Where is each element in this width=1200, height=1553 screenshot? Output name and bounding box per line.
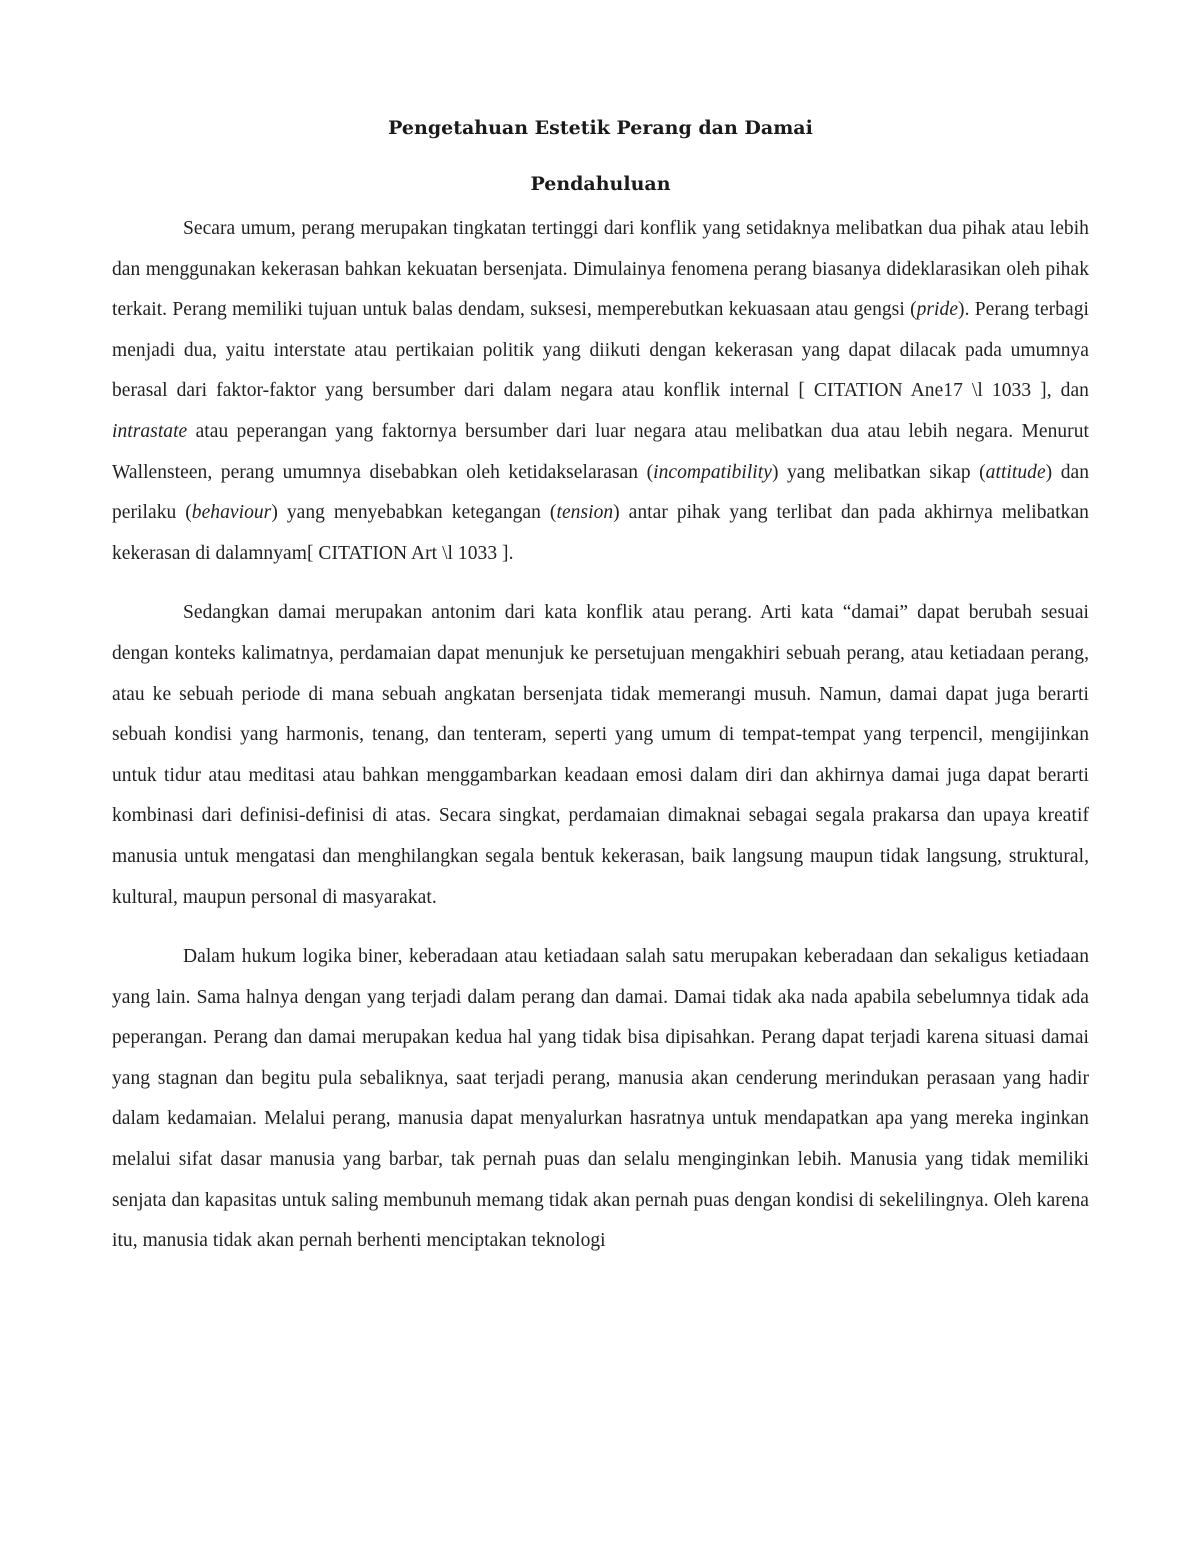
text-run: ) yang menyebabkan ketegangan ( xyxy=(271,502,557,524)
section-heading: Pendahuluan xyxy=(530,173,671,195)
paragraph xyxy=(112,593,1089,918)
text-run: Dalam hukum logika biner, keberadaan atau ketiadaan salah satu merupakan keberadaan dan sekaligus ketiadaan yang lain. Sama halnya dengan yang terjadi dalam perang dan damai. Damai tidak aka nada apabila sebelumnya tidak ada peperangan. Perang dan damai merupakan kedua hal yang tidak bisa dipisahkan. Perang dapat terjadi karena situasi damai yang stagnan dan begitu pula sebaliknya, saat terjadi perang, manusia akan cenderung merindukan perasaan yang hadir dalam kedamaian. Melalui perang, manusia dapat menyalurkan hasratnya untuk mendapatkan apa yang mereka inginkan melalui sifat dasar manusia yang barbar, tak pernah puas dan selalu menginginkan lebih. Manusia yang tidak memiliki senjata dan kapasitas untuk saling membunuh memang tidak akan pernah puas dengan kondisi di sekelilingnya. Oleh karena itu, manusia tidak akan pernah berhenti menciptakan teknologi xyxy=(112,946,1089,1252)
italic-term: intrastate xyxy=(112,420,188,442)
text-run: atau peperangan yang faktornya bersumber dari luar negara atau melibatkan dua atau lebih negara. Menurut Wallensteen, perang umumnya disebabkan oleh ketidakselarasan ( xyxy=(112,420,1089,483)
text-run: Sedangkan damai merupakan antonim dari kata konflik atau perang. Arti kata “damai” dapat berubah sesuai dengan konteks kalimatnya, perdamaian dapat menunjuk ke persetujuan mengakhiri sebuah perang, atau ketiadaan perang, atau ke sebuah periode di mana sebuah angkatan bersenjata tidak memerangi musuh. Namun, damai dapat juga berarti sebuah kondisi yang harmonis, tenang, dan tenteram, seperti yang umum di tempat-tempat yang terpencil, mengijinkan untuk tidur atau meditasi atau bahkan menggambarkan keadaan emosi dalam diri dan akhirnya damai juga dapat berarti kombinasi dari definisi-definisi di atas. Secara singkat, perdamaian dimaknai sebagai segala prakarsa dan upaya kreatif manusia untuk mengatasi dan menghilangkan segala bentuk kekerasan, baik langsung maupun tidak langsung, struktural, kultural, maupun personal di masyarakat. xyxy=(112,602,1089,908)
text-run: Secara umum, perang merupakan tingkatan tertinggi dari konflik yang setidaknya melibatkan dua pihak atau lebih dan menggunakan kekerasan bahkan kekuatan bersenjata. Dimulainya fenomena perang biasanya dideklarasikan oleh pihak terkait. Perang memiliki tujuan untuk balas dendam, suksesi, memperebutkan kekuasaan atau gengsi ( xyxy=(112,218,1089,321)
italic-term: tension xyxy=(556,502,614,524)
italic-term: pride xyxy=(916,299,959,321)
italic-term: attitude xyxy=(985,461,1046,483)
text-run: ) antar pihak yang terlibat dan pada akhirnya melibatkan kekerasan di dalamnyam[ CITATION Art \l 1033 ]. xyxy=(112,502,1089,564)
document-title: Pengetahuan Estetik Perang dan Damai xyxy=(388,117,813,139)
text-run: ). Perang terbagi menjadi dua, yaitu interstate atau pertikaian politik yang diikuti dengan kekerasan yang dapat dilacak pada umumnya berasal dari faktor-faktor yang bersumber dari dalam negara atau konflik internal [ CITATION Ane17 \l 1033 ], dan xyxy=(112,299,1089,402)
paragraph xyxy=(112,209,1089,574)
italic-term: behaviour xyxy=(191,502,272,524)
document-body xyxy=(112,108,1089,1262)
paragraph xyxy=(112,937,1089,1262)
italic-term: incompatibility xyxy=(653,461,772,483)
text-run: ) dan perilaku ( xyxy=(112,461,1089,524)
text-run: ) yang melibatkan sikap ( xyxy=(771,461,986,483)
